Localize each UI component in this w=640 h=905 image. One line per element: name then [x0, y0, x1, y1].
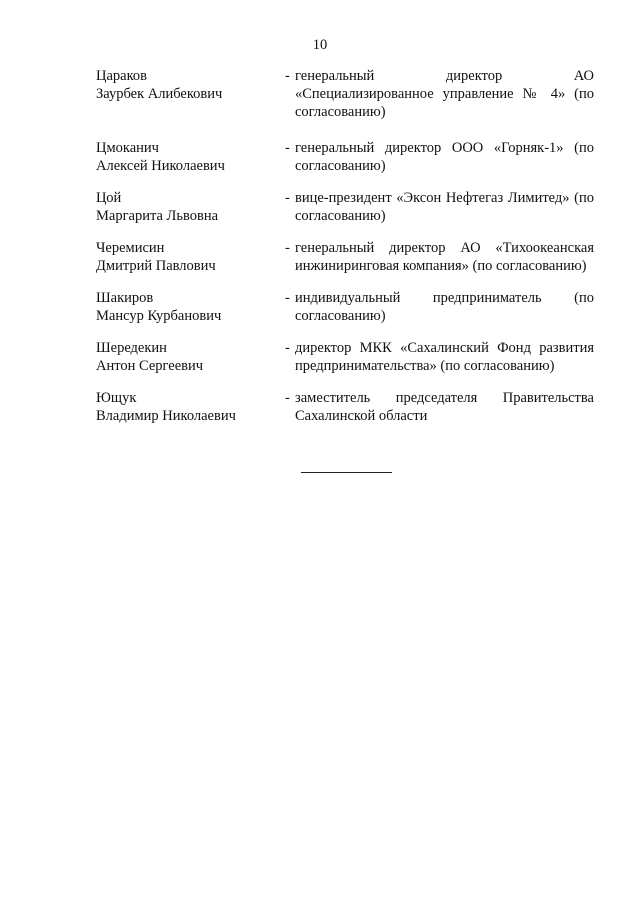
- member-surname: Цараков: [96, 68, 147, 84]
- member-entry: [96, 389, 596, 425]
- dash: -: [285, 140, 290, 156]
- member-position: индивидуальный предприниматель (по согласованию): [295, 290, 594, 324]
- member-surname: Шакиров: [96, 290, 154, 306]
- member-position: вице-президент «Эксон Нефтегаз Лимитед» (по согласованию): [295, 190, 594, 224]
- member-entry: [96, 189, 596, 225]
- member-given-name: Маргарита Львовна: [96, 208, 219, 224]
- member-entry: [96, 339, 596, 375]
- member-surname: Ющук: [96, 390, 137, 406]
- member-given-name: Алексей Николаевич: [96, 158, 225, 174]
- member-given-name: Заурбек Алибекович: [96, 86, 223, 102]
- member-name: [96, 189, 285, 225]
- member-position: генеральный директор АО «Тихоокеанская инжиниринговая компания» (по согласованию): [295, 240, 594, 274]
- dash: -: [285, 340, 290, 356]
- member-position: директор МКК «Сахалинский Фонд развития предпринимательства» (по согласованию): [295, 340, 594, 374]
- end-separator-line: [301, 472, 392, 473]
- member-given-name: Дмитрий Павлович: [96, 258, 216, 274]
- member-name: [96, 239, 285, 275]
- member-entry: [96, 67, 596, 121]
- member-name: [96, 389, 285, 425]
- page-number: 10: [312, 37, 328, 53]
- member-surname: Черемисин: [96, 240, 165, 256]
- dash: -: [285, 68, 290, 84]
- member-position: генеральный директор ООО «Горняк-1» (по согласованию): [295, 140, 594, 174]
- member-surname: Шередекин: [96, 340, 167, 356]
- member-position: генеральный директор АО «Специализированное управление № 4» (по согласованию): [295, 68, 594, 120]
- member-name: [96, 139, 285, 175]
- member-list: [96, 67, 596, 439]
- dash: -: [285, 290, 290, 306]
- member-entry: [96, 239, 596, 275]
- member-name: [96, 289, 285, 325]
- member-name: [96, 67, 285, 121]
- member-given-name: Владимир Николаевич: [96, 408, 236, 424]
- dash: -: [285, 390, 290, 406]
- member-given-name: Мансур Курбанович: [96, 308, 222, 324]
- member-name: [96, 339, 285, 375]
- member-entry: [96, 139, 596, 175]
- dash: -: [285, 190, 290, 206]
- dash: -: [285, 240, 290, 256]
- member-given-name: Антон Сергеевич: [96, 358, 204, 374]
- member-surname: Цмоканич: [96, 140, 159, 156]
- member-entry: [96, 289, 596, 325]
- member-position: заместитель председателя Правительства Сахалинской области: [295, 390, 594, 424]
- member-surname: Цой: [96, 190, 122, 206]
